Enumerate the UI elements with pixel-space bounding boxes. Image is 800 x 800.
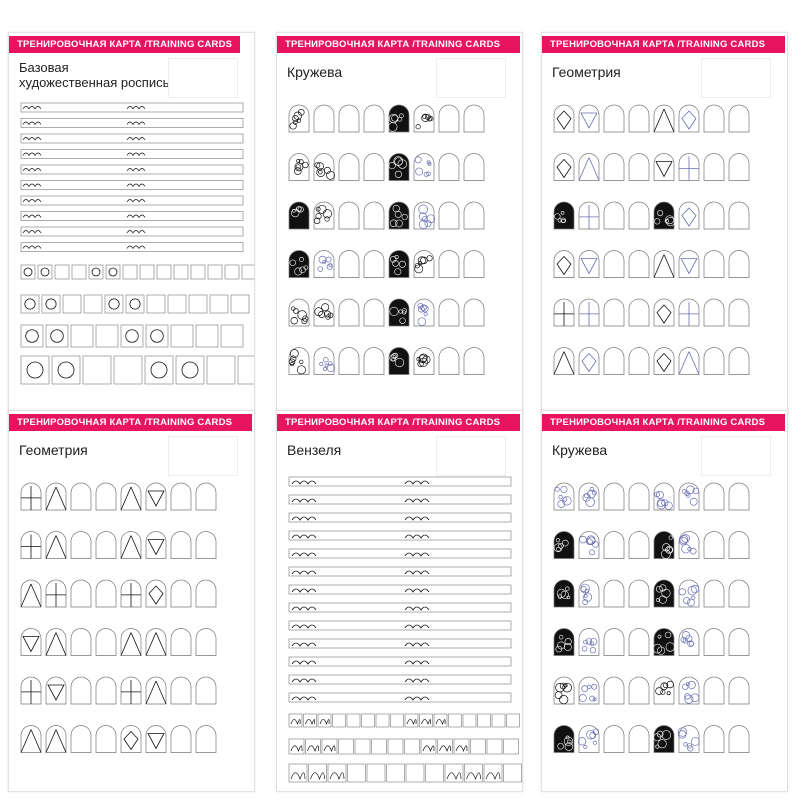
card-banner: ТРЕНИРОВОЧНАЯ КАРТА /TRAINING CARDS [9,36,240,53]
practice-square [406,764,424,782]
nail-outline [604,532,624,559]
nail-outline [579,532,599,559]
practice-square [504,739,519,754]
nail-outline [629,483,649,510]
nail-outline [679,677,699,704]
practice-square [52,356,80,384]
practice-area-strips [277,411,522,791]
nail-outline [439,251,459,278]
practice-square [106,265,120,279]
nail-outline [439,348,459,375]
training-card-geometry-2 [8,410,255,792]
nail-outline [71,677,91,704]
nail-outline [96,726,116,753]
card-title: Кружева [552,442,608,458]
nail-outline [464,202,484,229]
nail-outline [629,532,649,559]
practice-square [426,764,444,782]
practice-square [71,325,93,347]
nail-outline [704,105,724,132]
nail-outline [439,105,459,132]
nail-outline [71,532,91,559]
nail-outline [196,532,216,559]
practice-square [147,295,165,313]
nail-outline [604,348,624,375]
practice-square [123,265,137,279]
nail-outline [729,580,749,607]
practice-square [504,764,522,782]
nail-outline [414,348,434,375]
practice-square [21,325,43,347]
card-banner: ТРЕНИРОВОЧНАЯ КАРТА /TRAINING CARDS [277,36,520,53]
nail-outline [339,202,359,229]
practice-square [140,265,154,279]
nail-outline [339,348,359,375]
practice-square [145,356,173,384]
practice-square [21,265,35,279]
nail-outline [704,251,724,278]
nail-outline [339,299,359,326]
nail-outline [729,299,749,326]
nail-outline [439,202,459,229]
nail-outline [364,348,384,375]
card-banner: ТРЕНИРОВОЧНАЯ КАРТА /TRAINING CARDS [542,36,785,53]
practice-square [72,265,86,279]
nail-outline [554,726,574,753]
nail-outline [464,348,484,375]
nail-outline [196,483,216,510]
nail-outline [464,251,484,278]
practice-square [89,265,103,279]
practice-square [471,739,486,754]
practice-strip [289,513,511,522]
practice-square [238,356,254,384]
practice-square [168,295,186,313]
card-title: Геометрия [552,64,621,80]
training-card-basic-painting [8,32,255,414]
practice-square [42,295,60,313]
practice-square [174,265,188,279]
card-title: Кружева [287,64,343,80]
practice-square [231,295,249,313]
nail-outline [439,154,459,181]
nail-outline [339,154,359,181]
nail-outline [604,580,624,607]
practice-square [157,265,171,279]
practice-strip [289,675,511,684]
practice-square [367,764,385,782]
nail-outline [729,726,749,753]
nail-outline [729,677,749,704]
nail-outline [629,251,649,278]
nail-outline [729,154,749,181]
nail-outline [414,299,434,326]
practice-square [96,325,118,347]
practice-square [225,265,239,279]
nail-outline [629,154,649,181]
nail-outline [604,629,624,656]
nail-outline [704,677,724,704]
nail-outline [704,154,724,181]
nail-outline [96,532,116,559]
nail-outline [604,677,624,704]
practice-square [84,295,102,313]
nail-outline [171,677,191,704]
card-title: Базовая художественная роспись [19,60,170,90]
nail-outline [604,202,624,229]
practice-square [487,739,502,754]
practice-strip [289,477,511,486]
nail-outline [196,580,216,607]
practice-square [196,325,218,347]
practice-square [405,739,420,754]
practice-strip [289,693,511,702]
practice-area-nails [277,33,522,413]
nail-outline [604,483,624,510]
practice-strip [289,585,511,594]
practice-square [355,739,370,754]
practice-strip [289,657,511,666]
card-banner: ТРЕНИРОВОЧНАЯ КАРТА /TRAINING CARDS [277,414,520,431]
nail-outline [704,629,724,656]
nail-outline [71,726,91,753]
nail-outline [389,105,409,132]
practice-strip [289,495,511,504]
practice-square [171,325,193,347]
nail-outline [654,202,674,229]
nail-outline [729,348,749,375]
nail-outline [704,726,724,753]
practice-square [463,714,476,727]
nail-outline [71,483,91,510]
practice-square [376,714,389,727]
nail-outline [629,677,649,704]
practice-square [387,764,405,782]
training-card-lace-2 [541,410,788,792]
nail-outline [729,629,749,656]
nail-outline [439,299,459,326]
nail-outline [679,483,699,510]
practice-area-nails [9,411,254,791]
nail-outline [364,154,384,181]
nail-outline [389,202,409,229]
nail-outline [196,629,216,656]
practice-square [449,714,462,727]
nail-outline [679,726,699,753]
nail-outline [464,105,484,132]
nail-outline [71,580,91,607]
nail-outline [604,251,624,278]
nail-outline [729,251,749,278]
nail-outline [464,154,484,181]
nail-outline [364,251,384,278]
nail-outline [96,483,116,510]
practice-area-nails [542,33,787,413]
practice-strip [289,621,511,630]
nail-outline [604,299,624,326]
nail-outline [314,154,334,181]
nail-outline [364,202,384,229]
card-title: Вензеля [287,442,342,458]
nail-outline [704,348,724,375]
practice-square [126,295,144,313]
practice-square [348,764,366,782]
practice-square [391,714,404,727]
training-card-lace [276,32,523,414]
nail-outline [339,105,359,132]
nail-outline [339,251,359,278]
nail-outline [314,105,334,132]
nail-outline [704,483,724,510]
nail-outline [629,202,649,229]
practice-square [191,265,205,279]
practice-square [333,714,346,727]
nail-outline [629,348,649,375]
nail-outline [171,629,191,656]
practice-square [189,295,207,313]
nail-outline [96,677,116,704]
nail-outline [171,580,191,607]
practice-square [46,325,68,347]
nail-outline [604,105,624,132]
card-banner: ТРЕНИРОВОЧНАЯ КАРТА /TRAINING CARDS [9,414,252,431]
practice-square [210,295,228,313]
practice-strip [289,639,511,648]
practice-square [21,356,49,384]
nail-outline [364,105,384,132]
nail-outline [704,299,724,326]
practice-square [362,714,375,727]
nail-outline [729,483,749,510]
nail-outline [171,532,191,559]
nail-outline [554,202,574,229]
practice-square [507,714,520,727]
practice-strip [289,567,511,576]
nail-outline [554,532,574,559]
practice-square [372,739,387,754]
nail-outline [629,105,649,132]
practice-square [478,714,491,727]
nail-outline [629,726,649,753]
nail-outline [629,580,649,607]
practice-square [176,356,204,384]
practice-strip [289,603,511,612]
training-card-geometry-1 [541,32,788,414]
nail-outline [96,629,116,656]
nail-outline [729,105,749,132]
practice-square [38,265,52,279]
practice-square [105,295,123,313]
practice-square [146,325,168,347]
practice-square [207,356,235,384]
training-card-monograms [276,410,523,792]
practice-square [55,265,69,279]
nail-outline [604,726,624,753]
nail-outline [729,532,749,559]
practice-square [208,265,222,279]
practice-square [121,325,143,347]
practice-strip [289,549,511,558]
nail-outline [196,677,216,704]
nail-outline [629,629,649,656]
nail-outline [364,299,384,326]
practice-square [83,356,111,384]
nail-outline [464,299,484,326]
nail-outline [171,483,191,510]
card-banner: ТРЕНИРОВОЧНАЯ КАРТА /TRAINING CARDS [542,414,785,431]
nail-outline [704,580,724,607]
practice-square [492,714,505,727]
nail-outline [171,726,191,753]
nail-outline [579,629,599,656]
practice-square [388,739,403,754]
nail-outline [71,629,91,656]
nail-outline [289,251,309,278]
practice-area-strips [9,33,254,413]
nail-outline [729,202,749,229]
practice-strip [289,531,511,540]
nail-outline [704,202,724,229]
practice-square [114,356,142,384]
nail-outline [704,532,724,559]
nail-outline [96,580,116,607]
practice-square [339,739,354,754]
practice-square [347,714,360,727]
practice-square [242,265,254,279]
nail-outline [289,154,309,181]
nail-outline [196,726,216,753]
practice-area-nails [542,411,787,791]
card-title: Геометрия [19,442,88,458]
practice-square [21,295,39,313]
nail-outline [414,154,434,181]
nail-outline [604,154,624,181]
practice-square [221,325,243,347]
practice-square [63,295,81,313]
nail-outline [629,299,649,326]
